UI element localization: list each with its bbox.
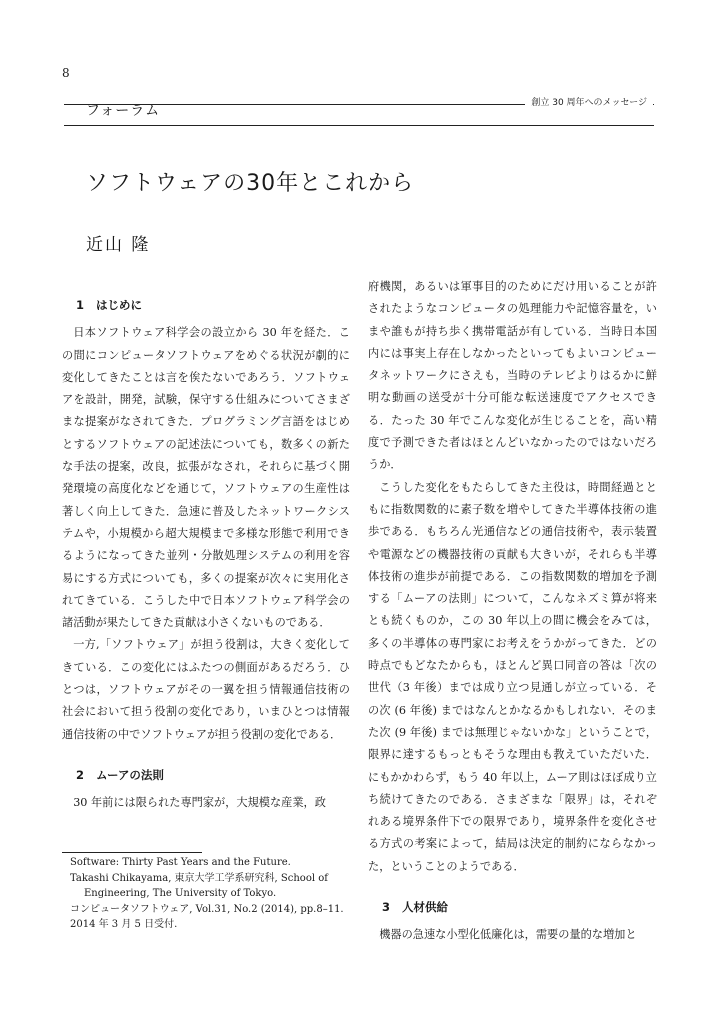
page-number: 8: [62, 66, 70, 80]
section-heading-1: [76, 294, 350, 316]
paragraph: 30 年前には限られた専門家が，大規模な産業，政: [73, 796, 326, 810]
section-title: はじめに: [96, 298, 143, 312]
right-column: [368, 276, 657, 947]
section-title: 人材供給: [402, 900, 449, 915]
paragraph: こうした変化をもたらしてきた主役は，時間経過とともに指数関数的に素子数を増やしてきた半導体技術の進歩である．もちろん光通信などの通信技術や，表示装置や電源などの機器技術の貢献も大きいが，それらも半導体技術の進歩が前提である．この指数関数的増加を予測する「ムーアの法則」について，こんなネズミ算が将来とも続くものか，この 30 年以上の間に機会をみては，多くの半導体の専門家にお考えをうかがってきた．どの時点でもどなたからも，ほとんど異口同音の答は「次の世代（3 年後）までは成り立つ見通しが立っている．その次 (6 年後) まではなんとかなるかもしれない．そのまた次 (9 年後) までは無理じゃないかな」ということで，限界に達するもっともそうな理由も教えていただいた．にもかかわらず，もう 40 年以上，ムーア則はほぼ成り立ち続けてきたのである．さまざまな「限界」は，それぞれある境界条件下での限界であり，境界条件を変化させる方式の考案によって，結局は決定的制約にならなかった，ということのようである．: [368, 480, 657, 873]
paragraph: 府機関，あるいは軍事目的のためにだけ用いることが許されたようなコンピュータの処理能力や記憶容量を，いまや誰もが持ち歩く携帯電話が有している．当時日本国内には事実上存在しなかったといってもよいコンピュータネットワークにさえも，当時のテレビよりはるかに鮮明な動画の送受が十分可能な転送速度でアクセスできる．たった 30 年でこんな変化が生じることを，高い精度で予測できた者はほとんどいなかったのではないだろうか．: [368, 280, 657, 472]
footnote-line: Engineering, The University of Tokyo.: [84, 888, 277, 900]
section-number: 1: [76, 298, 85, 312]
article-title: ソフトウェアの30年とこれから: [86, 171, 415, 196]
footnote-line: Software: Thirty Past Years and the Future.: [70, 857, 291, 868]
footnote-rule: [62, 852, 202, 853]
footnote-line: Takashi Chikayama, 東京大学工学系研究科, School of: [70, 872, 328, 884]
section-heading-2: [76, 764, 350, 786]
section-label: フォーラム: [86, 103, 161, 119]
section-heading-3: [382, 896, 657, 918]
article-author: 近山 隆: [86, 235, 151, 255]
footnote-line: 2014 年 3 月 5 日受付.: [70, 919, 178, 931]
paragraph: 一方,「ソフトウェア」が担う役割は，大きく変化してきている．この変化にはふたつの側面があるだろう．ひとつは，ソフトウェアがその一翼を担う情報通信技術の社会において担う役割の変化であり，いまひとつは情報通信技術の中でソフトウェアが担う役割の変化である．: [62, 638, 350, 741]
header-rule-bottom: [64, 125, 654, 126]
section-title: ムーアの法則: [96, 767, 164, 782]
section-number: 3: [382, 900, 391, 915]
footnote: [70, 855, 355, 933]
left-column: [62, 290, 350, 815]
paragraph: 日本ソフトウェア科学会の設立から 30 年を経た．この間にコンピュータソフトウェアをめぐる状況が劇的に変化してきたことは言を俟たないであろう．ソフトウェアを設計，開発，試験，保守する仕組みについてさまざまな提案がなされてきた．プログラミング言語をはじめとするソフトウェアの記述法についても，数多くの新たな手法の提案，改良，拡張がなされ，それらに基づく開発環境の高度化などを通じて，ソフトウェアの生産性は著しく向上してきた．急速に普及したネットワークシステムや，小規模から超大規模まで多様な形態で利用できるようになってきた並列・分散処理システムの利用を容易にする方式についても，多くの提案が次々に実用化されてきている．こうした中で日本ソフトウェア科学会の諸活動が果たしてきた貢献は小さくないものである．: [62, 326, 350, 630]
header-tag: 創立 30 周年へのメッセージ: [525, 95, 653, 108]
footnote-line: コンピュータソフトウェア, Vol.31, No.2 (2014), pp.8–11.: [70, 903, 344, 915]
paragraph: 機器の急速な小型化低廉化は，需要の量的な増加と: [379, 928, 637, 942]
section-number: 2: [76, 767, 85, 782]
